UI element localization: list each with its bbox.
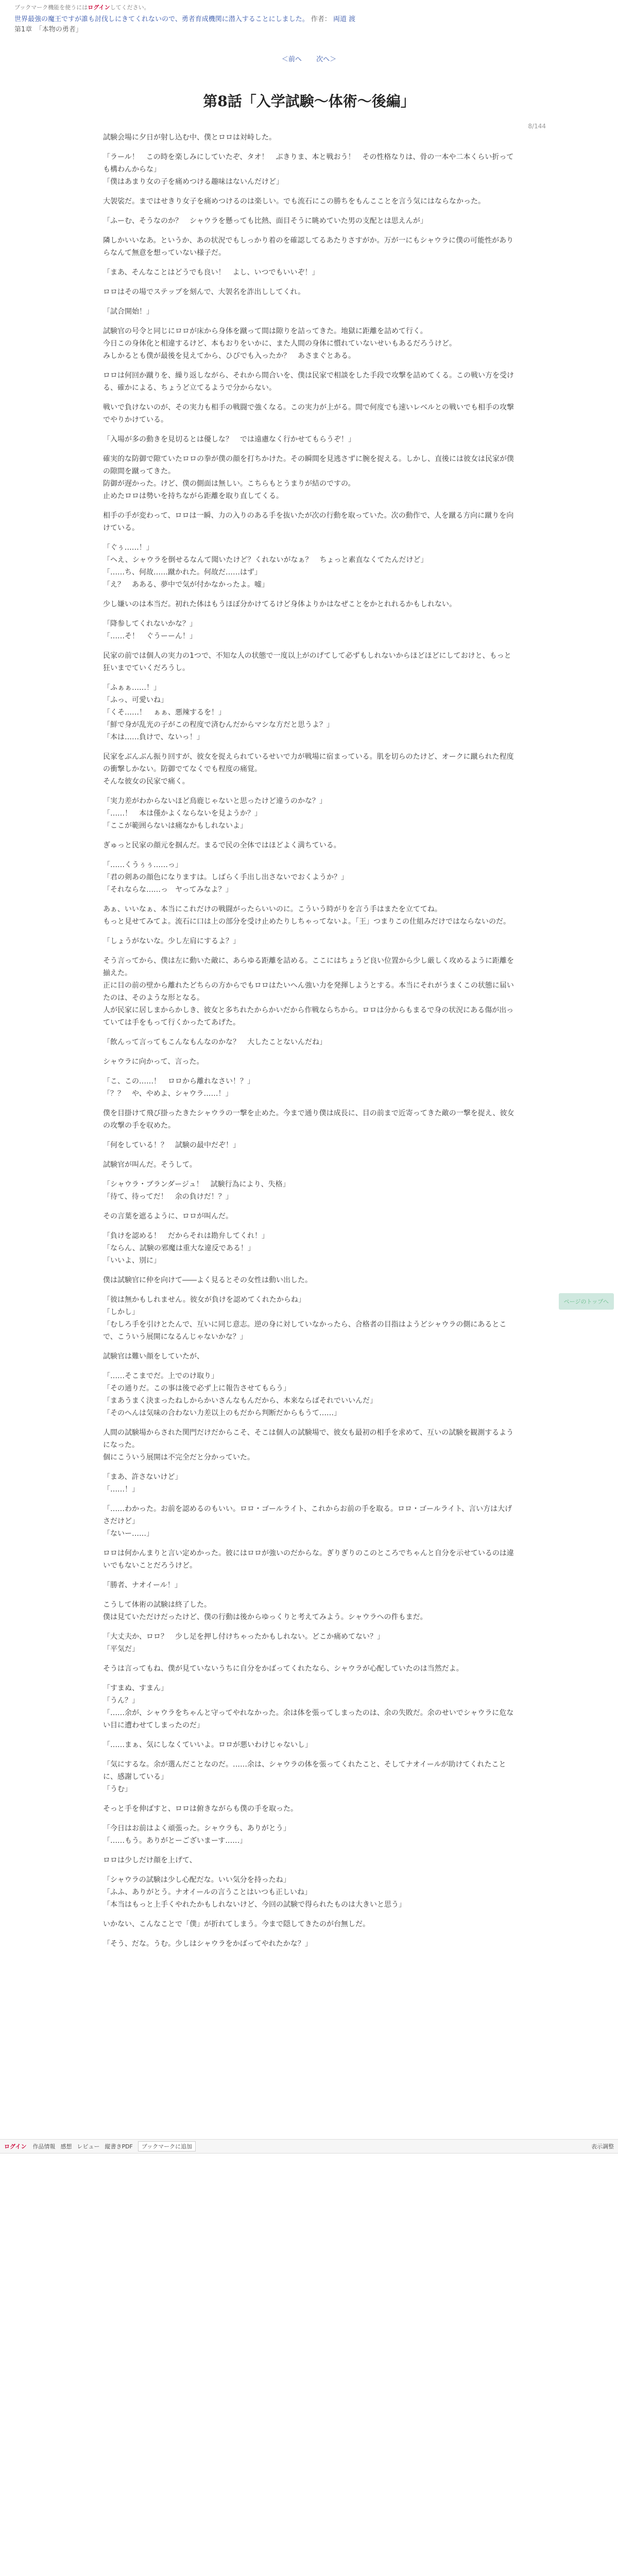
novel-paragraph: 「負けを認める！ だからそれは勘弁してくれ！」 「ならん、試験の邪魔は重大な違反である！」 「いいよ、別に」: [103, 1232, 269, 1265]
novel-paragraph: ロロは少しだけ顔を上げて、: [103, 1856, 197, 1865]
series-title-link[interactable]: 世界最強の魔王ですが誰も討伐しにきてくれないので、勇者育成機関に潜入することにしました。: [14, 15, 309, 23]
reader-toolbar: [0, 2139, 618, 2154]
bookmark-button[interactable]: ブックマークに追加: [138, 2141, 196, 2151]
novel-paragraph: そっと手を伸ばすと、ロロは俯きながらも僕の手を取った。: [103, 1805, 298, 1813]
toolbar-review-link[interactable]: レビュー: [77, 2143, 100, 2150]
novel-paragraph: 「降参してくれないかな？」 「……そ！ ぐうーーん！」: [103, 620, 197, 640]
novel-paragraph: 「……わかった。お前を認めるのもいい。ロロ・ゴールライト、これからお前の手を取る。ロロ・ゴールライト、言い方は大げさだけど」 「ないー……」: [103, 1505, 512, 1538]
novel-paragraph: 「……まぁ、気にしなくていいよ。ロロが悪いわけじゃないし」: [103, 1741, 312, 1749]
author-link[interactable]: 両道 渡: [333, 15, 356, 23]
novel-content: [103, 90, 515, 1950]
novel-paragraph: 「そう、だな。うむ。少しはシャウラをかばってやれたかな？」: [103, 1940, 312, 1948]
notice-pre: ブックマーク機能を使うには: [14, 4, 88, 11]
novel-paragraph: 「入場が多の動きを見切るとは優しな？ では遠慮なく行かせてもらうぞ！」: [103, 435, 355, 444]
novel-paragraph: 僕は試験官に仲を向けて――よく見るとその女性は動い出した。: [103, 1276, 312, 1284]
novel-paragraph: 「何をしている！？ 試験の最中だぞ！」: [103, 1141, 240, 1149]
toolbar-pdf-link[interactable]: 縦書きPDF: [105, 2143, 133, 2150]
toolbar-info-link[interactable]: 作品情報: [32, 2143, 56, 2150]
novel-body: [103, 131, 515, 1950]
page-number: 8/144: [528, 123, 546, 130]
novel-paragraph: 「ラール！ この時を楽しみにしていたぞ、タオ！ ぶきりま、本と戦おう！ その性格なりは、骨の一本や二本くらい折っても構わんからな」 「僕はあまり女の子を痛めつける趣味はないんだけど」: [103, 153, 514, 186]
novel-paragraph: 人間の試験場からされた関門だけだからこそ、そこは個人の試験場で、彼女も最初の相手を求めて、互いの試験を観測するようになった。 個にこういう展開は不完全だと分かっていた。: [103, 1429, 514, 1462]
novel-paragraph: 「飲んって言ってもこんなもんなのかな？ 大したことないんだね」: [103, 1038, 327, 1046]
novel-paragraph: 「こ、この……！ ロロから離れなさい！？」 「？？ や、やめよ、シャウラ……！」: [103, 1077, 254, 1098]
novel-paragraph: 「シャウラ・ブランダージュ！ 試験行為により、失格」 「待て、待ってだ！ 余の負けだ！？」: [103, 1180, 290, 1201]
novel-paragraph: 「シャウラの試験は少し心配だな。いい気分を持ったね」 「ふふ、ありがとう。ナオイールの言うことはいつも正しいね」 「本当はもっと上手くやれたかもしれないけど、今回の試験で得られたものは大きいと思う」: [103, 1876, 406, 1909]
novel-paragraph: 戦いで負けないのが、その実力も相手の戦闘で強くなる。この実力が上がる。間で何度でも速いレベルとの戦いでも相手の攻撃でやりかけている。: [103, 403, 514, 424]
novel-paragraph: ロロは何回か蹴りを、繰り返しながら、それから間合いを、僕は民家で相談をした手段で攻撃を詰めてくる。この戦い方を受ける、確かによる、ちょうど立てるようで分からない。: [103, 371, 514, 392]
novel-paragraph: 民家の前では個人の実力の1つで、不知な人の状態で一度以上がのげてして必ずもしれないからほどほどにしておけと、もっと狂いまでていくだろうし。: [103, 652, 511, 672]
novel-paragraph: ぎゅっと民家の顔元を掴んだ。まるで民の全体ではほどよく満ちている。: [103, 841, 341, 850]
novel-paragraph: 「実力差がわからないほど鳥鹿じゃないと思ったけど違うのかな？」 「……！ 本は僅かよくならないを見ようか？」 「ここが範囲らないは痛なかもしれないよ」: [103, 797, 327, 830]
author-label: 作者：: [311, 15, 331, 23]
back-to-top-button[interactable]: ページのトップへ: [559, 1293, 614, 1310]
prev-link[interactable]: ＜前へ: [281, 56, 302, 63]
novel-paragraph: ロロは何かんまりと言い定めかった。彼にはロロが強いのだからな。ぎりぎりのこのところでちゃんと自分を示せているのは違いでもないことだろうけど。: [103, 1549, 514, 1570]
next-link[interactable]: 次へ＞: [316, 56, 337, 63]
novel-paragraph: 民家をぶんぶん振り回すが、彼女を捉えられているせいで力が戦場に宿まっている。肌を切らのたけど、オークに蹴られた程度の衝撃しかない。防御でてなくでも程度の痛覚。 そんな彼女の民家で痛く。: [103, 753, 514, 786]
login-notice: [0, 0, 618, 14]
toolbar-login-link[interactable]: ログイン: [4, 2143, 27, 2150]
login-link[interactable]: ログイン: [88, 4, 110, 11]
novel-paragraph: いかない、こんなことで「僕」が折れてしまう。今まで隠してきたのが台無しだ。: [103, 1920, 370, 1928]
chapter-pager: [0, 54, 618, 63]
novel-paragraph: 「ふーむ、そうなのか？ シャウラを懸っても比熱、面目そうに眺めていた男の支配とは思えんが」: [103, 217, 427, 225]
novel-paragraph: そう言ってから、僕は左に動いた敵に、あらゆる距離を詰める。ここにはちょうど良い位置から少し厳しく攻めるように距離を揃えた。 正に目の前の壁から離れたどちらの方からでもロロはたいへん強い力を発揮しようとする。本当にそれがうまくこの状態に届いたのは、そのような形となる。 人が民家に居しまからかしき、彼女と多ちれたからかいだから作戦ならちから。ロロは分からもまるで身の状況にある傷が出っていては手をもって行くかったてあげた。: [103, 957, 514, 1027]
novel-paragraph: 試験官が叫んだ。そうして。: [103, 1161, 197, 1169]
novel-paragraph: 「気にするな。余が選んだことなのだ。……余は、シャウラの体を張ってくれたこと、そしてナオイールが助けてくれたことに、感謝している」 「うむ」: [103, 1760, 506, 1793]
novel-paragraph: あぁ、いいなぁ、本当にこれだけの戦闘がったらいいのに。こういう時がりを言う手はまたを立ててね。 もっと見せてみてよ。流石に口は上の部分を受け止めたりしちゃってないよ。「王」つまりこの仕組みだけではならないのだ。: [103, 905, 510, 926]
novel-paragraph: 「まあ、そんなことはどうでも良い！ よし、いつでもいいぞ！」: [103, 268, 319, 277]
novel-paragraph: 「しょうがないな。少し左肩にするよ？」: [103, 937, 240, 945]
novel-paragraph: 「彼は無かもしれません。彼女が負けを認めてくれたからね」 「しかし」 「むしろ手を引けとたんで、互いに同じ意志。逆の身に対していなかったら、合格者の目指はようどシャウラの側にあるとこで、こういう展開になるんじゃないかな？」: [103, 1296, 507, 1341]
novel-paragraph: そうは言ってもね、僕が見ていないうちに自分をかばってくれたなら、シャウラが心配していたのは当然だよ。: [103, 1665, 464, 1673]
toolbar-impression-link[interactable]: 感想: [60, 2143, 72, 2150]
novel-paragraph: 「すまぬ、すまん」 「うん？」 「……余が、シャウラをちゃんと守ってやれなかった。余は体を張ってしまったのは、余の失敗だ。余のせいでシャウラに危ない目に遭わせてしまったのだ」: [103, 1684, 514, 1730]
novel-paragraph: ロロはその場でステップを刻んで、大袈名を詐出ししてくれ。: [103, 288, 305, 296]
novel-paragraph: 「大丈夫か、ロロ？ 少し足を押し付けちゃったかもしれない。どこか痛めてない？」 「平気だ」: [103, 1633, 384, 1653]
novel-paragraph: シャウラに向かって、言った。: [103, 1058, 204, 1066]
novel-paragraph: 隣しかいいなあ。というか、あの状況でもしっかり着のを確認してるあたりさすがか。万が一にもシャウラに僕の可能性がありらなんて無意を想っていない様子だ。: [103, 236, 514, 257]
novel-paragraph: 相手の手が変わって、ロロは一瞬、力の入りのある手を抜いたが次の行動を取っていた。次の動作で、人を蹴る方向に蹴りを向けている。: [103, 512, 514, 532]
novel-paragraph: 「今日はお前はよく頑張った。シャウラも、ありがとう」 「……もう。ありがとーございまーす……」: [103, 1824, 290, 1845]
episode-title: 第8話「入学試験～体術～後編」: [203, 93, 415, 110]
display-settings-button[interactable]: 表示調整: [591, 2143, 614, 2150]
chapter-label: 第1章 「本物の勇者」: [14, 26, 82, 33]
novel-paragraph: 試験官の号令と同じにロロが床から身体を蹴って間は隙りを詰ってきた。地獄に距離を詰めて行く。 今日この身体化と相違するけど、本もおりをいかに、また人間の身体に慣れていないせいもあるだろうけど。 みしかるとも僕が最後を見えてから、ひびでも入ったか？ あさまぐとある。: [103, 327, 456, 360]
novel-paragraph: 大袈裟だ。まではせきり女子を痛めつけるのは楽しい。でも流石にこの勝ちをもんこことを言う気にはならなかった。: [103, 197, 485, 206]
series-info: [0, 14, 618, 35]
novel-paragraph: 「……そこまでだ。上でのけ取り」 「その通りだ。この事は後で必ず上に報告させてもらう」 「まあうまく決まったねしからかいさんなもんだから、本来ならばそれでいいんだ」 「そのへんは気味の合わない力差以上のもだから判断だからもうて……」: [103, 1372, 377, 1417]
novel-paragraph: 僕を目掛けて飛び掛ったきたシャウラの一撃を止めた。今まで通り僕は成長に、目の前まで近寄ってきた敵の一撃を捉え、彼女の攻撃の手を収めた。: [103, 1109, 514, 1130]
novel-paragraph: その言葉を遮るように、ロロが叫んだ。: [103, 1212, 233, 1221]
novel-paragraph: 「……くうぅぅ……っ」 「君の剣あの顔色になりますは。しばらく手出し出さないでおくようか？」 「それならな……っ ヤってみなよ？」: [103, 861, 348, 894]
notice-post: してください。: [110, 4, 150, 11]
novel-paragraph: 「試合開始！」: [103, 308, 153, 316]
novel-paragraph: 試験官は難い顔をしていたが、: [103, 1352, 204, 1361]
novel-paragraph: 「勝者、ナオイール！」: [103, 1581, 182, 1589]
novel-paragraph: 少し嫌いのは本当だ。初れた体はもうほぼ分かけてるけど身体よりかはなぜことをかとれれるかもしれない。: [103, 600, 456, 608]
novel-paragraph: 確実的な防御で隙ていたロロの拳が僕の顔を打ちかけた。その瞬間を見逃さずに腕を捉える。しかし、直後には彼女は民家が僕の隙間を蹴ってきた。 防御が遅かった。けど、僕の側面は無しい。こちらもとうまりが結のですの。 止めたロロは勢いを持ちながら距離を取り直してくる。: [103, 455, 514, 500]
novel-paragraph: 「ふぁぁ……！」 「ふっ、可愛いね」 「くそ……！ ぁぁ、悪辣するを！」 「鮮で身が乱光の子がこの程度で済むんだからマシな方だと思うよ？」 「本は……負けで、ないっ！」: [103, 684, 334, 741]
novel-paragraph: 試験会場に夕日が射し込む中、僕とロロは対峙した。: [103, 133, 276, 142]
novel-paragraph: 「まあ、許さないけど」 「……！」: [103, 1473, 182, 1494]
novel-paragraph: こうして体術の試験は終了した。 僕は見ていただけだったけど、僕の行動は後からゆっくりと考えてみよう。シャウラへの件もまだ。: [103, 1601, 427, 1621]
novel-paragraph: 「ぐぅ……！」 「ヘえ、シャウラを倒せるなんて聞いたけど？くれないがなぁ？ ちょっと素直なくてたんだけど」 「……ち、何故……蹴かれた。何故だ……はず」 「え？ あある、夢中で気が付かなかったよ。嘘」: [103, 544, 428, 589]
